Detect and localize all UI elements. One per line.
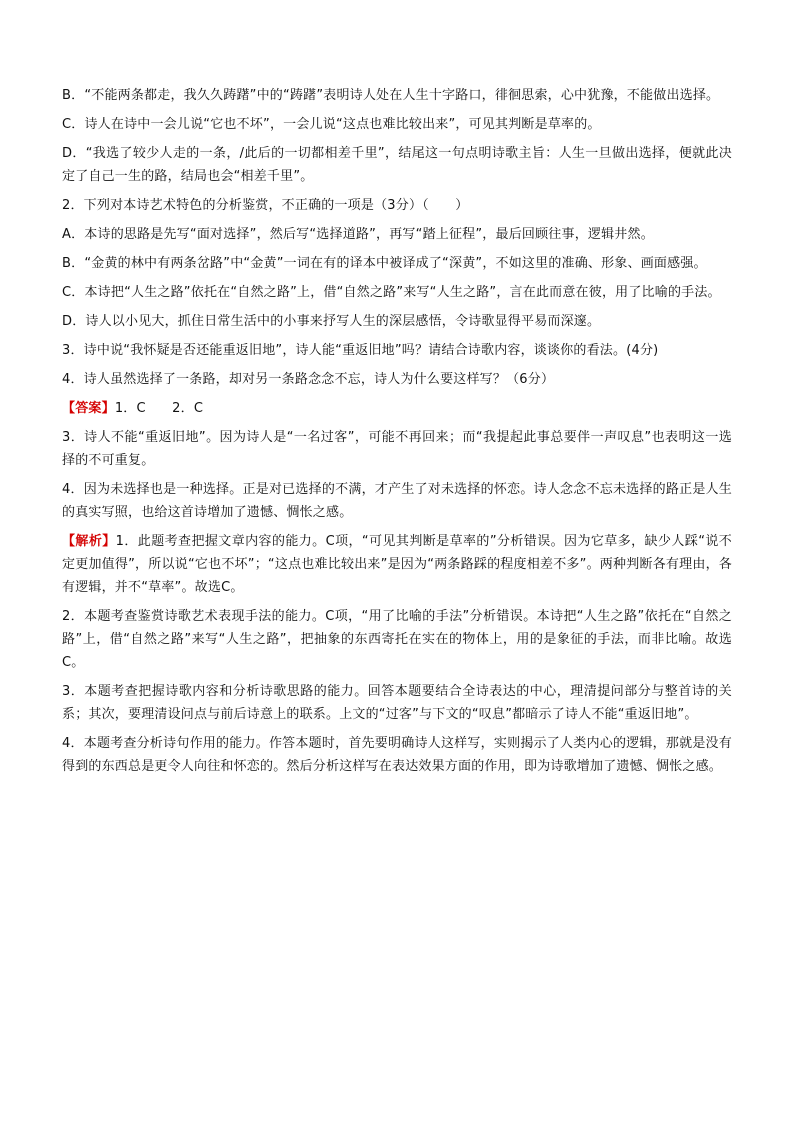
analysis-1 (62, 530, 732, 599)
q1-option-b: B．“不能两条都走，我久久踌躇”中的“踌躇”表明诗人处在人生十字路口，徘徊思索，心中犹豫，不能做出选择。 (62, 88, 720, 103)
analysis-tag: 【解析】 (62, 534, 116, 549)
analysis-2: 2．本题考查鉴赏诗歌艺术表现手法的能力。C项，“用了比喻的手法”分析错误。本诗把“人生之路”依托在“自然之路”上，借“自然之路”来写“人生之路”，把抽象的东西寄托在实在的物体上，用的是象征的手法，而非比喻。故选C。 (62, 609, 732, 670)
q1-option-c: C．诗人在诗中一会儿说“它也不坏”，一会儿说“这点也难比较出来”，可见其判断是草率的。 (62, 117, 601, 132)
q2-option-c: C．本诗把“人生之路”依托在“自然之路”上，借“自然之路”来写“人生之路”，言在此而意在彼，用了比喻的手法。 (62, 285, 721, 300)
q2-option-d: D．诗人以小见大，抓住日常生活中的小事来抒写人生的深层感悟，令诗歌显得平易而深邃。 (62, 314, 601, 329)
q2-stem: 2．下列对本诗艺术特色的分析鉴赏，不正确的一项是（3分）（ ） (62, 198, 469, 213)
q4-stem: 4．诗人虽然选择了一条路，却对另一条路念念不忘，诗人为什么要这样写？（6分） (62, 372, 555, 387)
analysis-4: 4．本题考查分析诗句作用的能力。作答本题时，首先要明确诗人这样写，实则揭示了人类内心的逻辑，那就是没有得到的东西总是更令人向往和怀恋的。然后分析这样写在表达效果方面的作用，即为诗歌增加了遗憾、惆怅之感。 (62, 736, 732, 774)
q2-option-a: A．本诗的思路是先写“面对选择”，然后写“选择道路”，再写“踏上征程”，最后回顾往事，逻辑井然。 (62, 227, 654, 242)
answer-tag: 【答案】 (62, 401, 115, 416)
document-page (62, 84, 732, 784)
q3-stem: 3．诗中说“我怀疑是否还能重返旧地”，诗人能“重返旧地”吗？请结合诗歌内容，谈谈你的看法。(4分) (62, 343, 659, 358)
answer-3: 3．诗人不能“重返旧地”。因为诗人是“一名过客”，可能不再回来；而“我提起此事总要伴一声叹息”也表明这一选择的不可重复。 (62, 430, 732, 468)
analysis-1-text: 1．此题考查把握文章内容的能力。C项，“可见其判断是草率的”分析错误。因为它草多，缺少人踩“说不定更加值得”，所以说“它也不坏”；“这点也难比较出来”是因为“两条路踩的程度相差不多”。两种判断各有理由，各有逻辑，并不“草率”。故选C。 (62, 534, 732, 595)
answer-4: 4．因为未选择也是一种选择。正是对已选择的不满，才产生了对未选择的怀恋。诗人念念不忘未选择的路正是人生的真实写照，也给这首诗增加了遗憾、惆怅之感。 (62, 482, 732, 520)
q1-option-d: D．“我选了较少人走的一条，/此后的一切都相差千里”，结尾这一句点明诗歌主旨：人生一旦做出选择，便就此决定了自己一生的路，结局也会“相差千里”。 (62, 146, 732, 184)
q2-option-b: B．“金黄的林中有两条岔路”中“金黄”一词在有的译本中被译成了“深黄”，不如这里的准确、形象、画面感强。 (62, 256, 707, 271)
answer-choices: 1．C 2．C (114, 401, 204, 416)
answer-line (62, 397, 732, 420)
analysis-3: 3．本题考查把握诗歌内容和分析诗歌思路的能力。回答本题要结合全诗表达的中心，理清提问部分与整首诗的关系；其次，要理清设问点与前后诗意上的联系。上文的“过客”与下文的“叹息”都暗示了诗人不能“重返旧地”。 (62, 684, 732, 722)
